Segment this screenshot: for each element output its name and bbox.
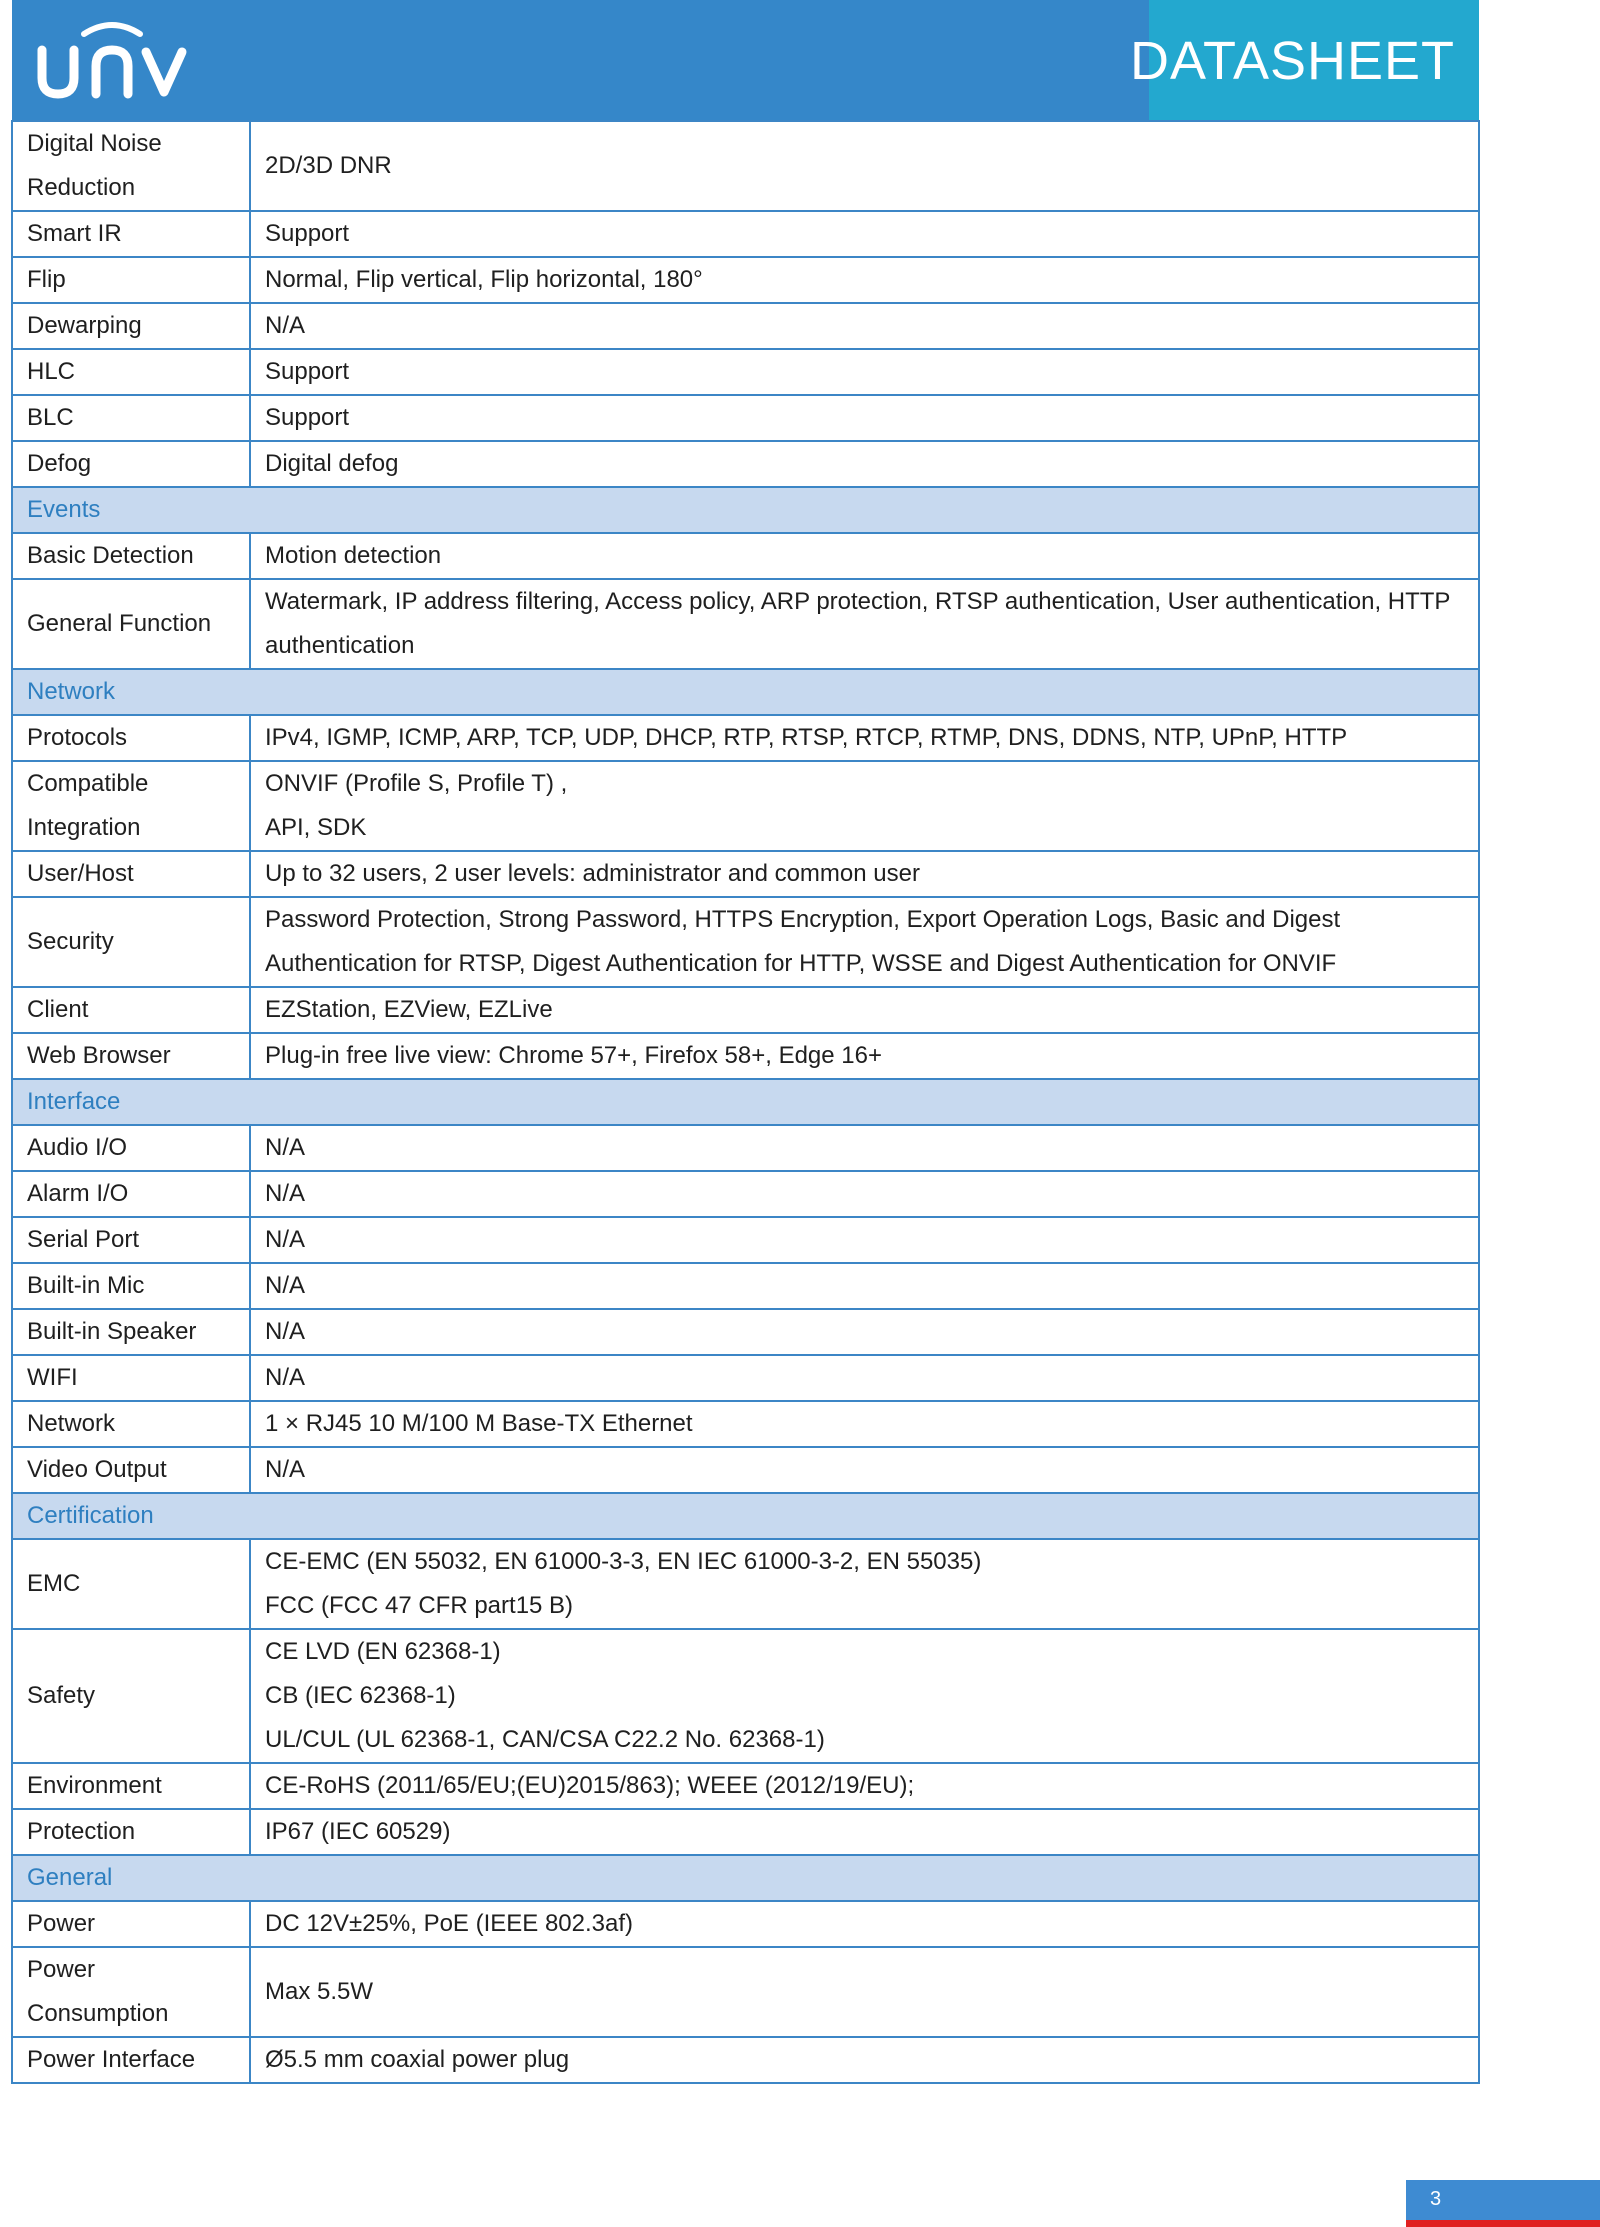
datasheet-title: DATASHEET <box>1129 31 1455 91</box>
section-header-row <box>12 669 1479 715</box>
spec-value: N/A <box>250 1171 1479 1217</box>
spec-row <box>12 1947 1479 2037</box>
spec-label: WIFI <box>12 1355 250 1401</box>
spec-row <box>12 395 1479 441</box>
spec-row <box>12 349 1479 395</box>
spec-row <box>12 1901 1479 1947</box>
spec-value: Up to 32 users, 2 user levels: administrator and common user <box>250 851 1479 897</box>
section-header-row <box>12 487 1479 533</box>
spec-value: Normal, Flip vertical, Flip horizontal, 180° <box>250 257 1479 303</box>
spec-label: Audio I/O <box>12 1125 250 1171</box>
spec-value: Watermark, IP address filtering, Access policy, ARP protection, RTSP authentication, User authentication, HTTP authentication <box>250 579 1479 669</box>
spec-value: Digital defog <box>250 441 1479 487</box>
section-title: Interface <box>12 1079 1479 1125</box>
spec-label: Digital Noise Reduction <box>12 121 250 211</box>
spec-value: ONVIF (Profile S, Profile T) , API, SDK <box>250 761 1479 851</box>
section-title: Network <box>12 669 1479 715</box>
footer-accent-bar <box>1406 2220 1600 2227</box>
spec-label: EMC <box>12 1539 250 1629</box>
spec-label: BLC <box>12 395 250 441</box>
spec-row <box>12 1309 1479 1355</box>
spec-value: Password Protection, Strong Password, HTTPS Encryption, Export Operation Logs, Basic and Digest Authentication for RTSP, Digest Authentication for HTTP, WSSE and Digest Authentication for ONVIF <box>250 897 1479 987</box>
spec-row <box>12 1033 1479 1079</box>
section-header-row <box>12 1079 1479 1125</box>
spec-label: HLC <box>12 349 250 395</box>
spec-value: 2D/3D DNR <box>250 121 1479 211</box>
spec-value: CE-EMC (EN 55032, EN 61000-3-3, EN IEC 61000-3-2, EN 55035) FCC (FCC 47 CFR part15 B) <box>250 1539 1479 1629</box>
spec-value: Support <box>250 395 1479 441</box>
spec-row <box>12 579 1479 669</box>
spec-row <box>12 1125 1479 1171</box>
spec-row <box>12 533 1479 579</box>
spec-label: Compatible Integration <box>12 761 250 851</box>
spec-label: Network <box>12 1401 250 1447</box>
section-title: Certification <box>12 1493 1479 1539</box>
spec-value: EZStation, EZView, EZLive <box>250 987 1479 1033</box>
spec-value: N/A <box>250 1355 1479 1401</box>
spec-label: Safety <box>12 1629 250 1763</box>
spec-label: Basic Detection <box>12 533 250 579</box>
spec-value: N/A <box>250 1309 1479 1355</box>
spec-row <box>12 1263 1479 1309</box>
spec-value: Support <box>250 211 1479 257</box>
spec-row <box>12 987 1479 1033</box>
spec-row <box>12 761 1479 851</box>
spec-value: Plug-in free live view: Chrome 57+, Firefox 58+, Edge 16+ <box>250 1033 1479 1079</box>
spec-label: Serial Port <box>12 1217 250 1263</box>
section-title: General <box>12 1855 1479 1901</box>
spec-value: CE LVD (EN 62368-1) CB (IEC 62368-1) UL/CUL (UL 62368-1, CAN/CSA C22.2 No. 62368-1) <box>250 1629 1479 1763</box>
spec-value: Support <box>250 349 1479 395</box>
spec-label: Smart IR <box>12 211 250 257</box>
spec-value: Motion detection <box>250 533 1479 579</box>
spec-label: Alarm I/O <box>12 1171 250 1217</box>
spec-value: N/A <box>250 1263 1479 1309</box>
spec-label: Flip <box>12 257 250 303</box>
spec-row <box>12 1809 1479 1855</box>
spec-value: N/A <box>250 1447 1479 1493</box>
spec-value: N/A <box>250 1217 1479 1263</box>
spec-label: Power <box>12 1901 250 1947</box>
spec-label: Built-in Mic <box>12 1263 250 1309</box>
spec-row <box>12 2037 1479 2083</box>
spec-label: Power Consumption <box>12 1947 250 2037</box>
spec-value: IPv4, IGMP, ICMP, ARP, TCP, UDP, DHCP, RTP, RTSP, RTCP, RTMP, DNS, DDNS, NTP, UPnP, HTTP <box>250 715 1479 761</box>
spec-row <box>12 715 1479 761</box>
spec-row <box>12 441 1479 487</box>
spec-row <box>12 303 1479 349</box>
section-header-row <box>12 1855 1479 1901</box>
spec-row <box>12 1539 1479 1629</box>
spec-row <box>12 1217 1479 1263</box>
spec-table <box>11 120 1480 2084</box>
spec-label: Protection <box>12 1809 250 1855</box>
spec-label: Dewarping <box>12 303 250 349</box>
spec-value: 1 × RJ45 10 M/100 M Base-TX Ethernet <box>250 1401 1479 1447</box>
spec-row <box>12 257 1479 303</box>
spec-label: User/Host <box>12 851 250 897</box>
spec-row <box>12 1447 1479 1493</box>
spec-value: N/A <box>250 1125 1479 1171</box>
spec-label: Defog <box>12 441 250 487</box>
spec-label: Environment <box>12 1763 250 1809</box>
page-number: 3 <box>1430 2188 1442 2210</box>
spec-row <box>12 1763 1479 1809</box>
section-header-row <box>12 1493 1479 1539</box>
spec-label: Protocols <box>12 715 250 761</box>
spec-value: Ø5.5 mm coaxial power plug <box>250 2037 1479 2083</box>
spec-label: Built-in Speaker <box>12 1309 250 1355</box>
spec-row <box>12 1401 1479 1447</box>
page-number-box <box>1406 2180 1600 2220</box>
spec-row <box>12 897 1479 987</box>
spec-label: General Function <box>12 579 250 669</box>
spec-label: Video Output <box>12 1447 250 1493</box>
spec-row <box>12 851 1479 897</box>
spec-row <box>12 1629 1479 1763</box>
unv-logo <box>36 20 190 100</box>
spec-row <box>12 1171 1479 1217</box>
spec-value: Max 5.5W <box>250 1947 1479 2037</box>
spec-value: CE-RoHS (2011/65/EU;(EU)2015/863); WEEE (2012/19/EU); <box>250 1763 1479 1809</box>
spec-label: Web Browser <box>12 1033 250 1079</box>
spec-value: N/A <box>250 303 1479 349</box>
spec-label: Client <box>12 987 250 1033</box>
datasheet-banner <box>1129 0 1479 120</box>
page-header <box>12 0 1479 120</box>
spec-row <box>12 211 1479 257</box>
spec-value: IP67 (IEC 60529) <box>250 1809 1479 1855</box>
spec-value: DC 12V±25%, PoE (IEEE 802.3af) <box>250 1901 1479 1947</box>
section-title: Events <box>12 487 1479 533</box>
spec-label: Security <box>12 897 250 987</box>
spec-row <box>12 121 1479 211</box>
spec-label: Power Interface <box>12 2037 250 2083</box>
spec-row <box>12 1355 1479 1401</box>
